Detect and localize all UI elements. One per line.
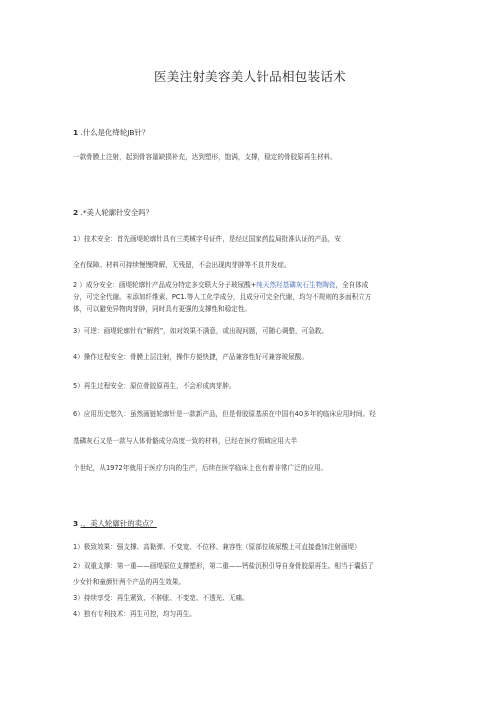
document-title: 医美注射美容美人针品相包装话术	[153, 69, 346, 84]
section-2-para-2-prefix: 2 ）成分安全：画堤轮廓针产品成分特定多交联大分子玻尿酸+	[73, 281, 257, 289]
section-1-heading	[73, 127, 149, 138]
section-2-para-3: 3）可逆：画堤轮廓针有“解药”，如对效果不满意，或出现问题，可随心调整，可急救。	[73, 327, 328, 335]
section-3-para-1: 1）极致效果：强支撑、高黏弹、不变宽、不位移、兼容性（原部位玻尿酸上可直接叠加注射画堤）	[73, 543, 361, 551]
section-2-heading	[73, 207, 153, 218]
section-1-title: .什么是化绛轮JB针？	[80, 128, 150, 137]
section-3-heading	[73, 518, 157, 529]
section-2-para-2-highlight: 纯天然羟基磷灰石生物陶瓷	[256, 281, 336, 289]
section-2-para-5: 5）再生过程安全：原位骨胶原再生，不会形成肉芽肿。	[73, 382, 236, 390]
section-2-para-6c: 个世纪，从1972年就用于医疗方向的生产，后续在医学临床上也有着非常广泛的应用。	[73, 464, 328, 472]
section-2-title: .*美人轮廓针安全吗？	[80, 208, 154, 217]
section-3-para-2b: 少女针和童颜针两个产品的再生效果。	[73, 578, 186, 586]
section-3-number: 3	[73, 519, 79, 528]
section-1-number: 1	[73, 128, 79, 137]
section-2-para-2c: 体，可以避免异物肉芽肿，同时具有更强的支撑性和稳定性。	[73, 305, 252, 313]
section-3-para-3: 3）持续享受：再生紧致、不肿胀、不变宽、不透光、无痛。	[73, 594, 249, 602]
section-2-para-6b: 基磷灰石又是一款与人体骨骼成分高度一致的材料，已经在医疗领域应用大半	[73, 437, 298, 445]
section-3-title: .，美人轮廓针的卖点？	[80, 519, 157, 528]
section-2-number: 2	[73, 208, 79, 217]
section-1-para: 一款骨膜上注射，起到骨容量缺损补充，达到塑形，饱满，支撑，稳定的骨胶原再生材料。	[73, 153, 337, 161]
section-3-para-4: 4）独有专利技术：再生可控，均匀再生。	[73, 610, 196, 618]
section-2-para-2b: 分，可完全代谢。未添加纤维素、PC1.等人工化学成分，且成分可完全代谢，均匀不规则的多面积立方	[73, 293, 372, 301]
section-2-para-4: 4）操作过程安全：骨膜上层注射，操作方便快捷，产品兼容性好可兼容玻尿酸。	[73, 353, 308, 361]
section-3-para-2: 2）双重支撑：第一重——画堤原位支撑塑形，第二重——钙盐沉积引导自身骨胶原再生。相当于囊括了	[73, 562, 374, 570]
section-2-para-2	[73, 280, 433, 291]
section-2-para-1b: 全有保障。材料可持续慢慢降解，无残留，不会出现肉芽肿等不良并发症。	[73, 261, 291, 269]
section-2-para-2-suffix: ，全自体成	[335, 281, 369, 289]
section-2-para-1: 1）技术安全：首先画堤轮廓针具有三类械字号证件，是经过国家药监局批准认证的产品，安	[73, 235, 341, 243]
section-2-para-6: 6）应用历史悠久：虽然画链轮廓针是一款新产品，但是骨胶原基质在中国有40多年的临床应用时间。羟	[73, 410, 376, 418]
